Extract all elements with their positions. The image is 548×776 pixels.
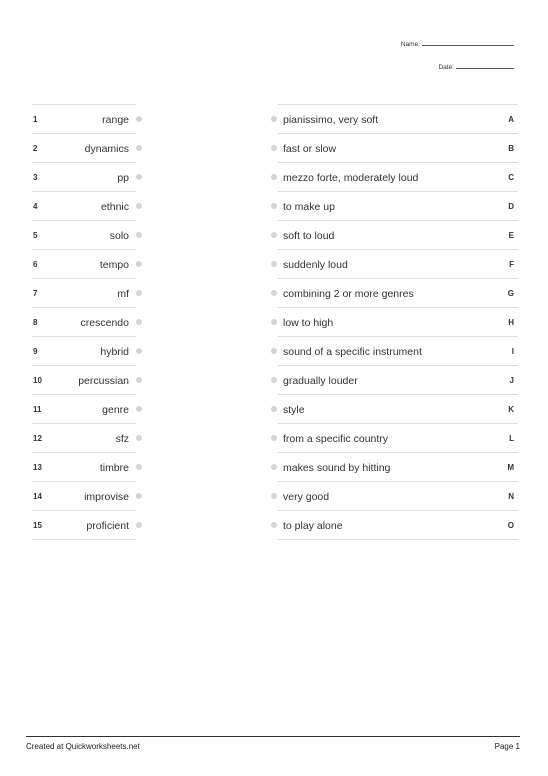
term-text: range — [102, 114, 129, 126]
term-text: tempo — [99, 259, 129, 271]
match-dot-right[interactable] — [271, 290, 277, 296]
term-row — [32, 249, 136, 278]
definition-text: mezzo forte, moderately loud — [283, 172, 419, 184]
term-number: 8 — [33, 318, 38, 327]
definition-row — [278, 365, 518, 394]
match-dot-left[interactable] — [136, 174, 142, 180]
term-text: genre — [102, 404, 129, 416]
match-dot-left[interactable] — [136, 435, 142, 441]
match-dot-right[interactable] — [271, 203, 277, 209]
term-text: crescendo — [80, 317, 129, 329]
match-dot-left[interactable] — [136, 203, 142, 209]
term-number: 12 — [33, 434, 42, 443]
definition-row — [278, 249, 518, 278]
term-number: 5 — [33, 231, 38, 240]
term-text: dynamics — [84, 143, 129, 155]
definition-text: low to high — [283, 317, 334, 329]
definition-text: to make up — [283, 201, 335, 213]
date-field[interactable] — [438, 64, 514, 71]
term-text: improvise — [84, 491, 129, 503]
match-dot-left[interactable] — [136, 232, 142, 238]
term-number: 1 — [33, 115, 38, 124]
match-dot-left[interactable] — [136, 348, 142, 354]
definition-row — [278, 162, 518, 191]
term-number: 15 — [33, 521, 42, 530]
term-row — [32, 336, 136, 365]
term-number: 11 — [33, 405, 42, 414]
match-dot-right[interactable] — [271, 464, 277, 470]
definition-letter: O — [507, 521, 514, 530]
match-dot-right[interactable] — [271, 145, 277, 151]
definition-row — [278, 220, 518, 249]
term-row — [32, 133, 136, 162]
term-row — [32, 394, 136, 423]
definition-letter: A — [508, 115, 514, 124]
definition-letter: M — [507, 463, 514, 472]
term-text: ethnic — [100, 201, 129, 213]
term-text: hybrid — [100, 346, 129, 358]
match-dot-left[interactable] — [136, 116, 142, 122]
term-text: proficient — [86, 520, 129, 532]
definition-row — [278, 104, 518, 133]
match-dot-left[interactable] — [136, 377, 142, 383]
definition-letter: F — [509, 260, 514, 269]
definition-row — [278, 307, 518, 336]
term-row — [32, 162, 136, 191]
terms-column — [32, 104, 136, 540]
definition-letter: C — [508, 173, 514, 182]
match-dot-left[interactable] — [136, 290, 142, 296]
footer-credit: Created at Quickworksheets.net — [26, 742, 140, 751]
page-footer — [26, 736, 520, 751]
definition-letter: B — [508, 144, 514, 153]
definition-text: makes sound by hitting — [283, 462, 391, 474]
term-number: 13 — [33, 463, 42, 472]
definition-row — [278, 133, 518, 162]
term-text: pp — [117, 172, 129, 184]
definition-letter: I — [511, 347, 514, 356]
date-blank-line[interactable] — [456, 68, 514, 69]
date-label: Date: — [438, 64, 454, 71]
term-row — [32, 452, 136, 481]
definition-text: gradually louder — [283, 375, 358, 387]
term-row — [32, 191, 136, 220]
match-dot-left[interactable] — [136, 406, 142, 412]
definition-text: from a specific country — [283, 433, 389, 445]
term-row — [32, 307, 136, 336]
match-dot-right[interactable] — [271, 116, 277, 122]
term-text: timbre — [99, 462, 129, 474]
match-dot-left[interactable] — [136, 464, 142, 470]
definition-text: suddenly loud — [283, 259, 348, 271]
definition-text: fast or slow — [283, 143, 337, 155]
definition-text: soft to loud — [283, 230, 335, 242]
definition-letter: J — [509, 376, 514, 385]
match-dot-left[interactable] — [136, 522, 142, 528]
definition-row — [278, 452, 518, 481]
term-row — [32, 104, 136, 133]
definition-letter: N — [508, 492, 514, 501]
term-number: 14 — [33, 492, 42, 501]
match-dot-right[interactable] — [271, 377, 277, 383]
definition-letter: K — [508, 405, 514, 414]
definition-text: combining 2 or more genres — [283, 288, 414, 300]
definition-letter: G — [507, 289, 514, 298]
match-dot-right[interactable] — [271, 493, 277, 499]
definition-row — [278, 278, 518, 307]
match-dot-right[interactable] — [271, 174, 277, 180]
match-dot-left[interactable] — [136, 493, 142, 499]
term-text: sfz — [115, 433, 129, 445]
definition-text: style — [283, 404, 305, 416]
definition-row — [278, 336, 518, 365]
name-field[interactable] — [401, 41, 514, 48]
term-row — [32, 481, 136, 510]
term-number: 3 — [33, 173, 38, 182]
definition-row — [278, 394, 518, 423]
term-number: 9 — [33, 347, 38, 356]
definition-letter: E — [508, 231, 514, 240]
match-dot-right[interactable] — [271, 435, 277, 441]
term-row — [32, 278, 136, 307]
match-dot-left[interactable] — [136, 261, 142, 267]
match-dot-right[interactable] — [271, 406, 277, 412]
definition-row — [278, 423, 518, 452]
match-dot-right[interactable] — [271, 261, 277, 267]
definition-letter: H — [508, 318, 514, 327]
name-label: Name: — [400, 41, 420, 48]
page-number: Page 1 — [494, 742, 520, 751]
term-text: percussian — [78, 375, 129, 387]
term-number: 2 — [33, 144, 38, 153]
term-row — [32, 220, 136, 249]
definition-text: pianissimo, very soft — [283, 114, 379, 126]
definition-text: very good — [283, 491, 330, 503]
term-number: 10 — [33, 376, 42, 385]
definition-letter: L — [509, 434, 514, 443]
match-dot-left[interactable] — [136, 145, 142, 151]
match-dot-right[interactable] — [271, 522, 277, 528]
definition-text: sound of a specific instrument — [283, 346, 422, 358]
definition-text: to play alone — [283, 520, 343, 532]
definitions-column — [278, 104, 518, 540]
match-dot-right[interactable] — [271, 348, 277, 354]
term-number: 4 — [33, 202, 38, 211]
definition-letter: D — [508, 202, 514, 211]
definition-row — [278, 510, 518, 540]
term-number: 7 — [33, 289, 38, 298]
term-row — [32, 423, 136, 452]
match-dot-right[interactable] — [271, 319, 277, 325]
term-number: 6 — [33, 260, 38, 269]
match-dot-left[interactable] — [136, 319, 142, 325]
name-blank-line[interactable] — [422, 45, 514, 46]
term-row — [32, 365, 136, 394]
definition-row — [278, 481, 518, 510]
match-dot-right[interactable] — [271, 232, 277, 238]
term-text: solo — [109, 230, 129, 242]
term-row — [32, 510, 136, 540]
term-text: mf — [117, 288, 129, 300]
definition-row — [278, 191, 518, 220]
